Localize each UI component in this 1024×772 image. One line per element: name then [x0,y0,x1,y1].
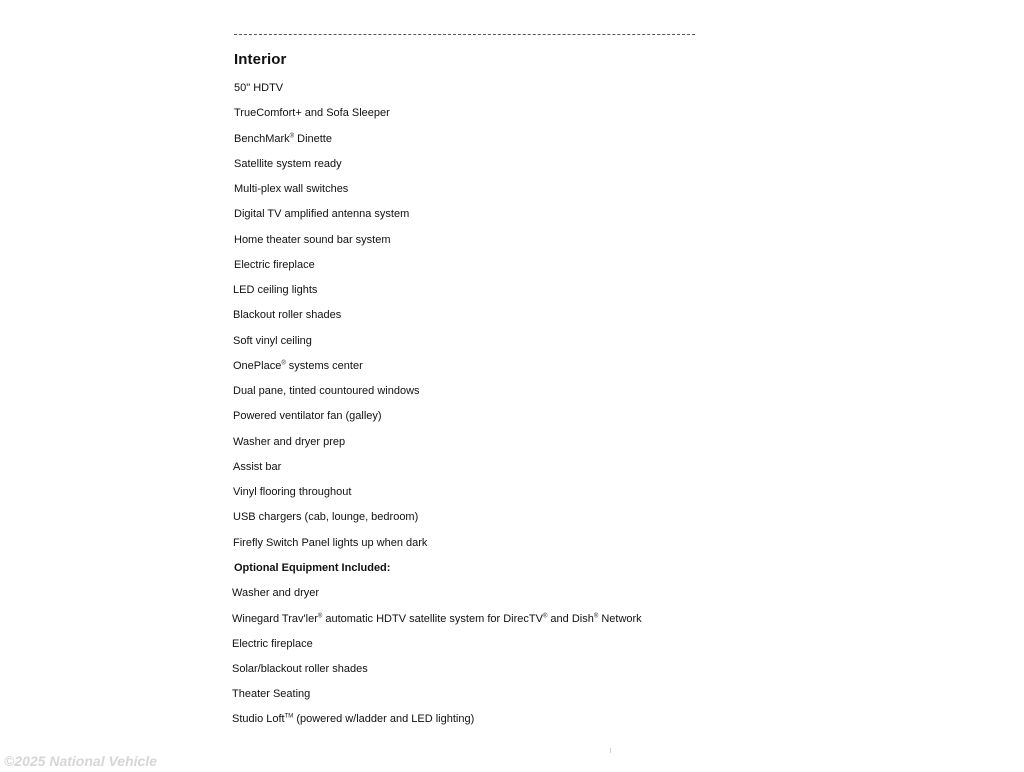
copyright-watermark: ©2025 National Vehicle [4,753,157,769]
optional-item [232,712,474,726]
scan-speck [610,748,611,753]
feature-item [234,157,342,171]
superscript-mark: ® [281,360,286,367]
item-text: systems center [285,360,363,372]
feature-item [233,460,281,474]
item-text: Washer and dryer prep [233,436,346,448]
feature-item [233,359,363,373]
item-text: Assist bar [233,461,282,473]
item-text: Electric fireplace [232,638,313,650]
item-text: Firefly Switch Panel lights up when dark [233,537,428,549]
item-text: automatic HDTV satellite system for DirecTV [322,613,543,625]
item-text: Multi-plex wall switches [234,183,349,195]
item-text: USB chargers (cab, lounge, bedroom) [233,511,419,523]
item-text: Studio Loft [232,713,285,725]
feature-item [233,308,341,322]
item-text: Blackout roller shades [233,309,342,321]
superscript-mark: ® [593,613,599,620]
feature-item [234,132,332,146]
superscript-mark: ® [289,133,295,140]
item-text: Winegard Trav'ler [232,613,318,625]
item-text: Satellite system ready [234,158,342,170]
optional-item [232,637,313,651]
superscript-mark: ® [542,613,548,620]
feature-item [233,510,418,524]
feature-item [234,258,315,272]
item-text: 50" HDTV [234,82,284,94]
item-text: Electric fireplace [234,259,315,271]
item-text: Dinette [294,133,332,145]
item-text: Washer and dryer [232,587,320,599]
feature-item [234,182,348,196]
superscript-mark: ® [317,613,323,620]
optional-equipment-heading: Optional Equipment Included: [234,562,391,574]
feature-item [234,106,390,120]
item-text: Powered ventilator fan (galley) [233,410,382,422]
feature-item [234,207,409,221]
optional-item [232,687,310,701]
dashed-divider [234,34,695,35]
item-text: Solar/blackout roller shades [232,663,368,675]
item-text: Theater Seating [232,688,311,700]
item-text: LED ceiling lights [233,284,318,296]
feature-item [233,435,345,449]
item-text: Digital TV amplified antenna system [234,208,410,220]
item-text: Network [598,613,642,625]
item-text: Home theater sound bar system [234,234,391,246]
item-text: Vinyl flooring throughout [233,486,352,498]
feature-item [234,233,391,247]
optional-item [232,612,642,626]
feature-item [233,283,317,297]
item-text: Dual pane, tinted countoured windows [233,385,420,397]
feature-item [234,81,283,95]
item-text: OnePlace [233,360,282,372]
section-heading: Interior [234,51,287,68]
item-text: and Dish [547,613,594,625]
feature-item [233,334,312,348]
feature-item [233,384,420,398]
item-text: (powered w/ladder and LED lighting) [293,713,475,725]
feature-item [233,485,351,499]
feature-item [233,536,427,550]
optional-item [232,586,319,600]
item-text: TrueComfort+ and Sofa Sleeper [234,107,390,119]
superscript-mark: TM [284,713,294,720]
item-text: Soft vinyl ceiling [233,335,312,347]
feature-item [233,409,382,423]
item-text: BenchMark [234,133,290,145]
optional-item [232,662,368,676]
